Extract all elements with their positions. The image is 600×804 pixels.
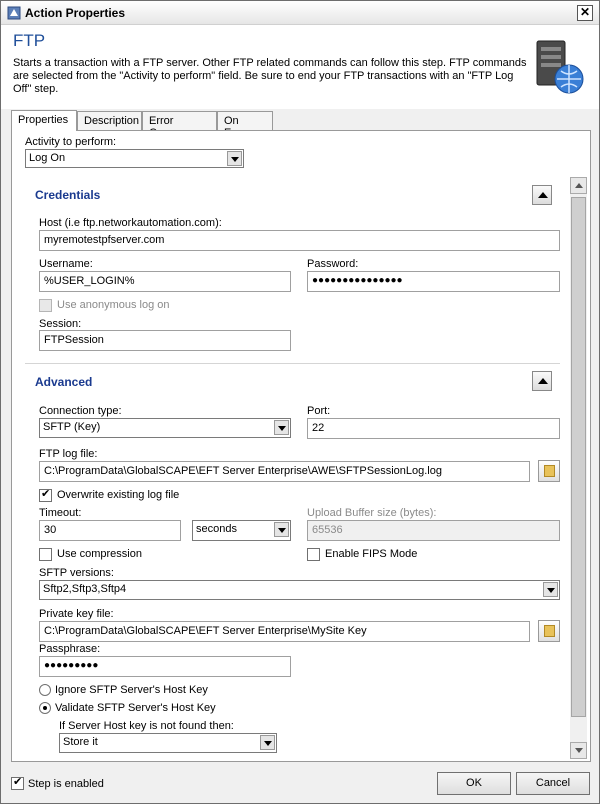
scroll-down-button[interactable] xyxy=(570,742,587,759)
app-icon xyxy=(7,6,21,20)
anonymous-label: Use anonymous log on xyxy=(57,299,170,311)
timeout-label: Timeout: xyxy=(39,507,82,519)
session-input[interactable]: FTPSession xyxy=(39,330,291,351)
sftp-versions-select[interactable] xyxy=(39,580,560,600)
section-divider xyxy=(25,363,560,364)
overwrite-checkbox[interactable] xyxy=(39,489,52,502)
collapse-credentials-button[interactable] xyxy=(532,185,552,205)
tab-on-error[interactable]: On xyxy=(217,111,273,130)
username-label: Username: xyxy=(39,258,93,270)
buffer-size-label: Upload Buffer size (bytes): xyxy=(307,507,437,519)
step-enabled-label: Step is enabled xyxy=(28,778,104,790)
folder-icon xyxy=(544,625,555,637)
collapse-advanced-button[interactable] xyxy=(532,371,552,391)
window-title: Action Properties xyxy=(25,6,126,20)
properties-panel xyxy=(11,130,591,762)
private-key-label: Private key file: xyxy=(39,608,114,620)
sftp-versions-label: SFTP versions: xyxy=(39,567,114,579)
fips-checkbox[interactable] xyxy=(307,548,320,561)
passphrase-input[interactable]: ●●●●●●●●● xyxy=(39,656,291,677)
host-input[interactable]: myremotestpfserver.com xyxy=(39,230,560,251)
panel-scrollbar[interactable] xyxy=(570,177,587,759)
sftp-versions-value: Sftp2,Sftp3,Sftp4 xyxy=(43,583,127,595)
validate-host-key-radio[interactable] xyxy=(39,702,51,714)
activity-label: Activity to perform: xyxy=(25,136,117,148)
overwrite-label: Overwrite existing log file xyxy=(57,489,180,501)
title-bar xyxy=(1,1,599,25)
port-input[interactable]: 22 xyxy=(307,418,560,439)
timeout-unit-value: seconds xyxy=(196,523,237,535)
log-file-label: FTP log file: xyxy=(39,448,98,460)
tab-error-causes[interactable]: Error xyxy=(142,111,217,130)
host-key-not-found-label: If Server Host key is not found then: xyxy=(59,720,234,732)
session-label: Session: xyxy=(39,318,82,330)
log-file-input[interactable]: C:\ProgramData\GlobalSCAPE\EFT Server Enterprise\AWE\SFTPSessionLog.log xyxy=(39,461,530,482)
username-input[interactable]: %USER_LOGIN% xyxy=(39,271,291,292)
host-label: Host (i.e ftp.networkautomation.com): xyxy=(39,217,222,229)
timeout-unit-select[interactable] xyxy=(192,520,291,541)
cancel-button[interactable]: Cancel xyxy=(516,772,590,795)
ok-button[interactable]: OK xyxy=(437,772,511,795)
connection-type-value: SFTP (Key) xyxy=(43,421,101,433)
advanced-title: Advanced xyxy=(35,375,93,389)
validate-host-key-label: Validate SFTP Server's Host Key xyxy=(55,702,216,714)
activity-select[interactable] xyxy=(25,149,244,168)
ftp-server-icon xyxy=(533,37,585,97)
chevron-down-icon[interactable] xyxy=(543,582,558,597)
header-area xyxy=(1,25,599,109)
compression-label: Use compression xyxy=(57,548,142,560)
passphrase-label: Passphrase: xyxy=(39,643,101,655)
ignore-host-key-radio[interactable] xyxy=(39,684,51,696)
password-label: Password: xyxy=(307,258,359,270)
step-enabled-checkbox[interactable] xyxy=(11,777,24,790)
browse-log-button[interactable] xyxy=(538,460,560,482)
connection-type-label: Connection type: xyxy=(39,405,122,417)
connection-type-select[interactable] xyxy=(39,418,291,438)
scroll-up-button[interactable] xyxy=(570,177,587,194)
tab-properties[interactable]: Properties xyxy=(11,110,77,131)
chevron-down-icon[interactable] xyxy=(274,522,289,537)
action-description: Starts a transaction with a FTP server. Other FTP related commands can follow this step. FTP commands are selected from the "Activity to perform" field. Be sure to end your FTP transactions with an "FTP Log Off" step. xyxy=(13,57,527,95)
chevron-down-icon[interactable] xyxy=(260,735,275,750)
browse-key-button[interactable] xyxy=(538,620,560,642)
chevron-down-icon[interactable] xyxy=(274,420,289,435)
port-label: Port: xyxy=(307,405,331,417)
credentials-title: Credentials xyxy=(35,188,101,202)
activity-value: Log On xyxy=(29,152,66,164)
action-title: FTP xyxy=(13,31,46,50)
timeout-input[interactable]: 30 xyxy=(39,520,181,541)
anonymous-checkbox[interactable] xyxy=(39,299,52,312)
password-input[interactable]: ●●●●●●●●●●●●●●● xyxy=(307,271,560,292)
compression-checkbox[interactable] xyxy=(39,548,52,561)
close-button[interactable]: ✕ xyxy=(577,5,593,21)
ignore-host-key-label: Ignore SFTP Server's Host Key xyxy=(55,684,208,696)
tab-description[interactable]: Description xyxy=(77,111,142,130)
private-key-input[interactable]: C:\ProgramData\GlobalSCAPE\EFT Server Enterprise\MySite Key xyxy=(39,621,530,642)
folder-icon xyxy=(544,465,555,477)
buffer-size-input: 65536 xyxy=(307,520,560,541)
fips-label: Enable FIPS Mode xyxy=(325,548,418,560)
host-key-not-found-select[interactable] xyxy=(59,733,277,753)
host-key-not-found-value: Store it xyxy=(63,736,98,748)
scroll-thumb[interactable] xyxy=(571,197,586,717)
chevron-down-icon[interactable] xyxy=(227,151,242,166)
